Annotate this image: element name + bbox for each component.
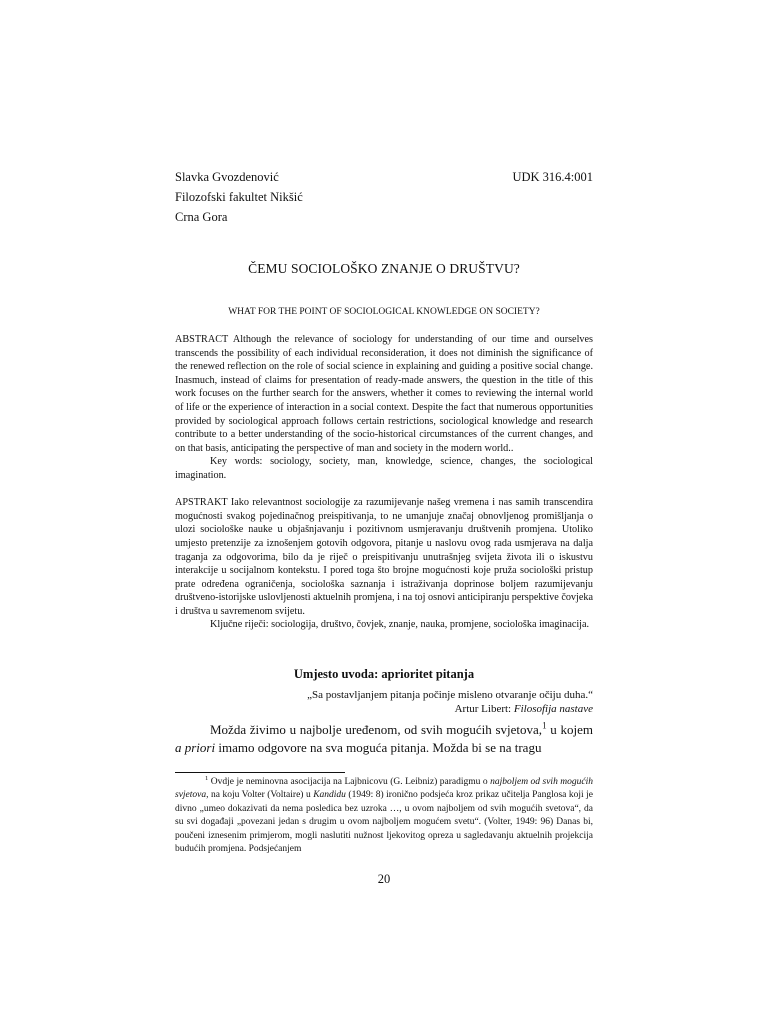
keywords-local: Ključne riječi: sociologija, društvo, čovjek, znanje, nauka, promjene, sociološka imaginacija.	[210, 619, 590, 631]
body-text-italic: a priori	[175, 740, 216, 755]
footnote-text-2: , na koju Volter (Voltaire) u	[206, 790, 314, 801]
footnote-italic-2: Kandidu	[313, 790, 346, 801]
abstract-section	[175, 333, 593, 632]
body-text-3: imamo odgovore na sva moguća pitanja. Možda bi se na tragu	[215, 740, 542, 755]
epigraph-source: Filosofija nastave	[513, 703, 593, 715]
page-number: 20	[377, 872, 391, 886]
footnote-marker: 1	[205, 774, 209, 782]
section-heading: Umjesto uvoda: aprioritet pitanja	[293, 667, 475, 681]
author-name: Slavka Gvozdenović	[175, 170, 279, 184]
abstract-english: ABSTRACT Although the relevance of sociology for understanding of our time and ourselves transcends the possibility of each individual reconsideration, it does not diminish the significance of the renewed reflection on the role of social science in explaining and guiding a positive social change. Inasmuch, instead of claims for presentation of ready-made answers, the question in the title of this work focuses on the further search for the answers, whether it comes to reviewing the internal world of life or the experience of interaction in a social context. Despite the fact that numerous opportunities provided by sociological approach follows certain restrictions, sociological knowledge and research contribute to a better understanding of the socio-historical circumstances of the current changes, and on that basis, anticipating the perspective of man and society in the modern world..	[175, 334, 593, 454]
epigraph-author: Artur Libert:	[454, 703, 514, 715]
epigraph-quote: „Sa postavljanjem pitanja počinje misleno otvaranje očiju duha.“	[307, 689, 593, 701]
author-affiliation: Filozofski fakultet Nikšić	[175, 190, 303, 204]
abstract-local: APSTRAKT Iako relevantnost sociologije za razumijevanje našeg vremena i nas samih transcendira mogućnosti svakog pojedinačnog preispitivanja, to ne umanjuje značaj obnovljenog promišljanja o ulozi sociološke nauke u objašnjavanju i pozitivnom usmjeravanju društvenih promjena. Utoliko umjesto pretenzije za iznošenjem gotovih odgovora, pitanje u naslovu ovog rada usmjerava na dalja traganja za odgovorima, bilo da je riječ o preispitivanju unutrašnjeg svijeta života ili o iskustvu interakcije u socijalnom kontekstu. I pored toga što brojne mogućnosti koje pruža sociološki pristup prate određena ograničenja, sociološka saznanja i istraživanja doprinose boljem razumijevanju društveno-istorijske uslovljenosti aktuelnih promjena, i na toj osnovi anticipiranju perspektive čovjeka i društva u savremenom svijetu.	[175, 497, 593, 617]
udk-code: UDK 316.4:001	[512, 170, 593, 184]
epigraph-attribution	[175, 702, 593, 716]
paper-title: ČEMU SOCIOLOŠKO ZNANJE O DRUŠTVU?	[248, 261, 520, 276]
footnote-text-1: Ovdje je neminovna asocijacija na Lajbnicovu (G. Leibniz) paradigmu o	[208, 777, 491, 787]
paper-subtitle-english: WHAT FOR THE POINT OF SOCIOLOGICAL KNOWLEDGE ON SOCIETY?	[228, 307, 540, 317]
body-text-1: Možda živimo u najbolje uređenom, od svih mogućih svjetova,	[210, 722, 543, 737]
author-country: Crna Gora	[175, 210, 228, 224]
footnote	[175, 776, 593, 856]
footnote-divider	[175, 772, 345, 773]
footnote-text-3: (1949: 8) ironično podsjeća kroz prikaz učitelja Panglosa koji je divno „umeo dokazivati da nema posledica bez uzroka …, u ovom najboljem od svih mogućih svetova“, da su svi događaji „povezani jedan s drugim u ovom najboljem mogućem svetu“. (Volter, 1949: 96) Danas bi, poučeni iznesenim primjerom, mogli naslutiti nužnost ljekovitog opreza u sagledavanju aktuelnih projekcija budućih promjena. Podsjećanjem	[175, 790, 594, 855]
body-text-2: u kojem	[546, 722, 593, 737]
keywords-english: Key words: sociology, society, man, knowledge, science, changes, the sociological imagination.	[175, 456, 593, 481]
body-paragraph	[175, 721, 593, 757]
footnote-reference[interactable]: 1	[542, 720, 547, 731]
epigraph	[175, 688, 593, 716]
footnote-italic-1: najboljem od svih mogućih svjetova	[175, 777, 594, 801]
